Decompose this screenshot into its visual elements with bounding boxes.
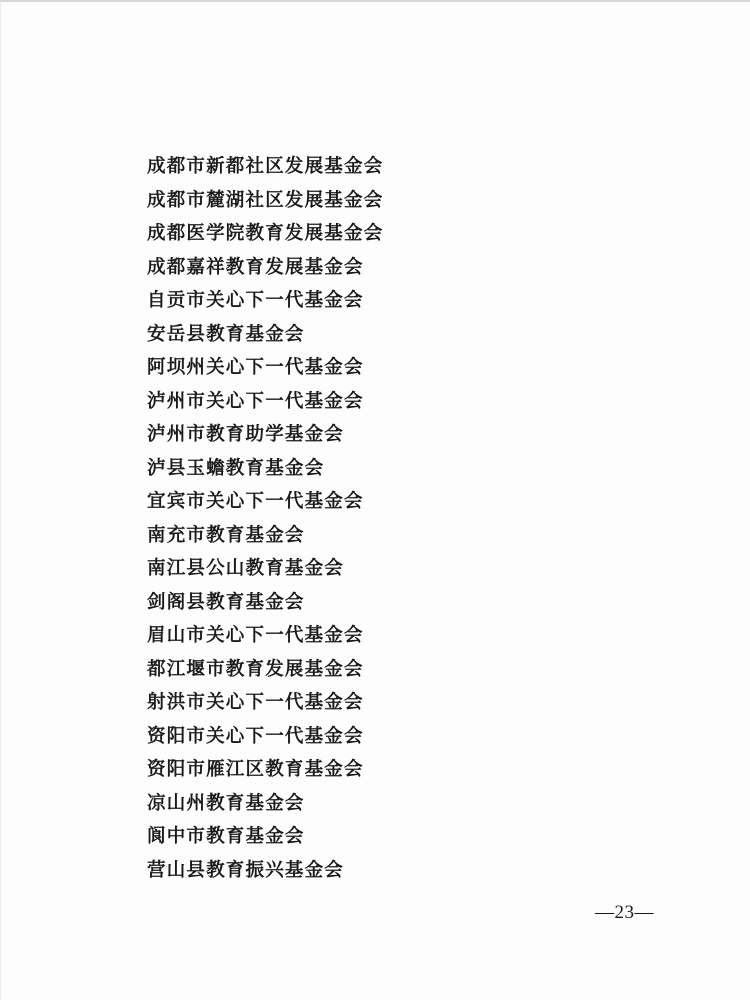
list-item: 营山县教育振兴基金会 xyxy=(147,859,345,881)
list-item: 眉山市关心下一代基金会 xyxy=(147,625,364,646)
page-number: —23— xyxy=(595,902,654,923)
list-item: 都江堰市教育发展基金会 xyxy=(147,658,364,680)
list-item: 成都医学院教育发展基金会 xyxy=(147,223,384,244)
list-item: 自贡市关心下一代基金会 xyxy=(147,290,364,311)
list-item: 泸县玉蟾教育基金会 xyxy=(147,457,325,479)
list-item: 南江县公山教育基金会 xyxy=(147,558,345,579)
list-item: 剑阁县教育基金会 xyxy=(147,591,305,613)
list-item: 射洪市关心下一代基金会 xyxy=(147,692,364,713)
list-item: 阿坝州关心下一代基金会 xyxy=(147,357,364,378)
list-item: 资阳市雁江区教育基金会 xyxy=(147,759,364,780)
list-item: 安岳县教育基金会 xyxy=(147,323,305,345)
organization-list xyxy=(147,150,383,887)
list-item: 成都市麓湖社区发展基金会 xyxy=(147,189,384,211)
list-item: 凉山州教育基金会 xyxy=(147,792,305,814)
list-item: 南充市教育基金会 xyxy=(147,524,305,546)
list-item: 成都嘉祥教育发展基金会 xyxy=(147,256,364,278)
list-item: 泸州市教育助学基金会 xyxy=(147,424,345,445)
list-item: 宜宾市关心下一代基金会 xyxy=(147,491,364,512)
list-item: 阆中市教育基金会 xyxy=(147,826,305,847)
list-item: 泸州市关心下一代基金会 xyxy=(147,390,364,412)
list-item: 资阳市关心下一代基金会 xyxy=(147,725,364,747)
list-item: 成都市新都社区发展基金会 xyxy=(147,156,384,177)
